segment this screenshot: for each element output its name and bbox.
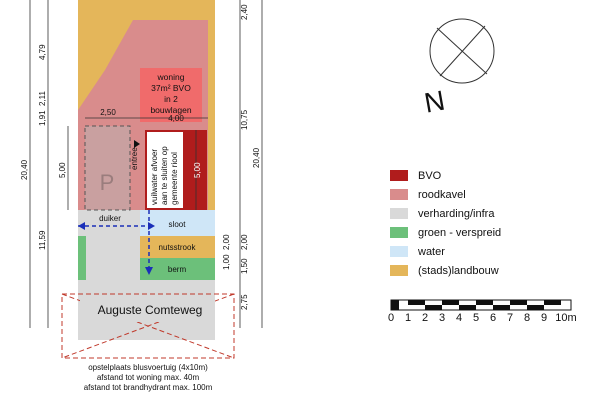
dim-left-total: 20,40 xyxy=(20,159,29,180)
scale-label: 8 xyxy=(523,312,531,324)
legend-item-paving xyxy=(390,204,580,223)
ditch-label: sloot xyxy=(168,220,186,229)
legend-label: roodkavel xyxy=(418,188,466,201)
legend xyxy=(390,166,580,280)
legend-label: (stads)landbouw xyxy=(418,264,499,277)
scale-bar xyxy=(391,300,571,310)
scale-label: 1 xyxy=(404,312,412,324)
legend-item-bvo xyxy=(390,166,580,185)
dim-right-3: 2,00 xyxy=(240,234,249,250)
dim-left-2: 2,11 xyxy=(38,91,47,106)
legend-label: groen - verspreid xyxy=(418,226,502,239)
legend-swatch xyxy=(390,227,408,238)
woning-label-line-3: in 2 xyxy=(164,94,178,104)
dim-right-total: 20,40 xyxy=(252,147,261,168)
legend-item-green xyxy=(390,223,580,242)
legend-swatch xyxy=(390,265,408,276)
dim-right-4: 1,50 xyxy=(240,258,249,274)
dim-right-1: 2,40 xyxy=(240,4,249,20)
legend-swatch xyxy=(390,246,408,257)
dim-left-5: 11,59 xyxy=(38,230,47,250)
dim-inner-right-1: 2,00 xyxy=(222,234,231,250)
compass-line-2 xyxy=(440,26,485,76)
scale-labels xyxy=(388,312,588,328)
fire-note-line-2: afstand tot woning max. 40m xyxy=(96,373,200,382)
scale-label: 4 xyxy=(455,312,463,324)
woning-label-line-1: woning xyxy=(157,72,185,82)
dim-house-vertical: 5,00 xyxy=(193,162,202,178)
dim-left-4: 5,00 xyxy=(58,162,67,178)
parking-symbol: P xyxy=(99,170,115,195)
dim-left-3: 1,91 xyxy=(38,110,47,126)
dim-right-2: 10,75 xyxy=(240,109,249,130)
legend-label: BVO xyxy=(418,169,442,182)
legend-item-agriculture xyxy=(390,261,580,280)
utility-strip-label: nutsstrook xyxy=(158,243,196,252)
legend-swatch xyxy=(390,189,408,200)
scale-label: 2 xyxy=(421,312,429,324)
dim-left-1: 4,79 xyxy=(38,44,47,60)
scale-label: 10m xyxy=(555,312,577,324)
scale-label: 5 xyxy=(472,312,480,324)
scale-label: 3 xyxy=(438,312,446,324)
street-name: Auguste Comteweg xyxy=(97,303,203,317)
scale-label: 9 xyxy=(540,312,548,324)
fire-note-line-1: opstelplaats blusvoertuig (4x10m) xyxy=(88,363,208,372)
green-left xyxy=(78,236,86,280)
drain-note-line-1: vuilwater afvoer xyxy=(150,148,159,205)
woning-label-line-2: 37m² BVO xyxy=(151,83,191,93)
scale-label: 7 xyxy=(506,312,514,324)
dim-top-width-1: 2,50 xyxy=(100,108,116,117)
dim-inner-right-2: 1,00 xyxy=(222,254,231,270)
scale-label: 0 xyxy=(387,312,395,324)
entrance-label: entree xyxy=(130,147,139,170)
dim-top-width-2: 4,00 xyxy=(168,114,184,123)
drain-note-line-2: aan te sluiten op xyxy=(160,146,169,205)
fire-note-line-3: afstand tot brandhydrant max. 100m xyxy=(83,383,213,392)
scale-label: 6 xyxy=(489,312,497,324)
woning-label-line-4: bouwlagen xyxy=(150,105,192,115)
culvert-label: duiker xyxy=(99,214,121,223)
legend-label: verharding/infra xyxy=(418,207,495,220)
legend-item-water xyxy=(390,242,580,261)
verge-label: berm xyxy=(167,265,187,274)
legend-label: water xyxy=(418,245,445,258)
parking-area xyxy=(85,126,130,210)
dim-right-5: 2,75 xyxy=(240,294,249,310)
legend-item-plot xyxy=(390,185,580,204)
drain-note-line-3: gemeente riool xyxy=(170,152,179,205)
legend-swatch xyxy=(390,208,408,219)
north-symbol: N xyxy=(421,84,448,119)
legend-swatch xyxy=(390,170,408,181)
